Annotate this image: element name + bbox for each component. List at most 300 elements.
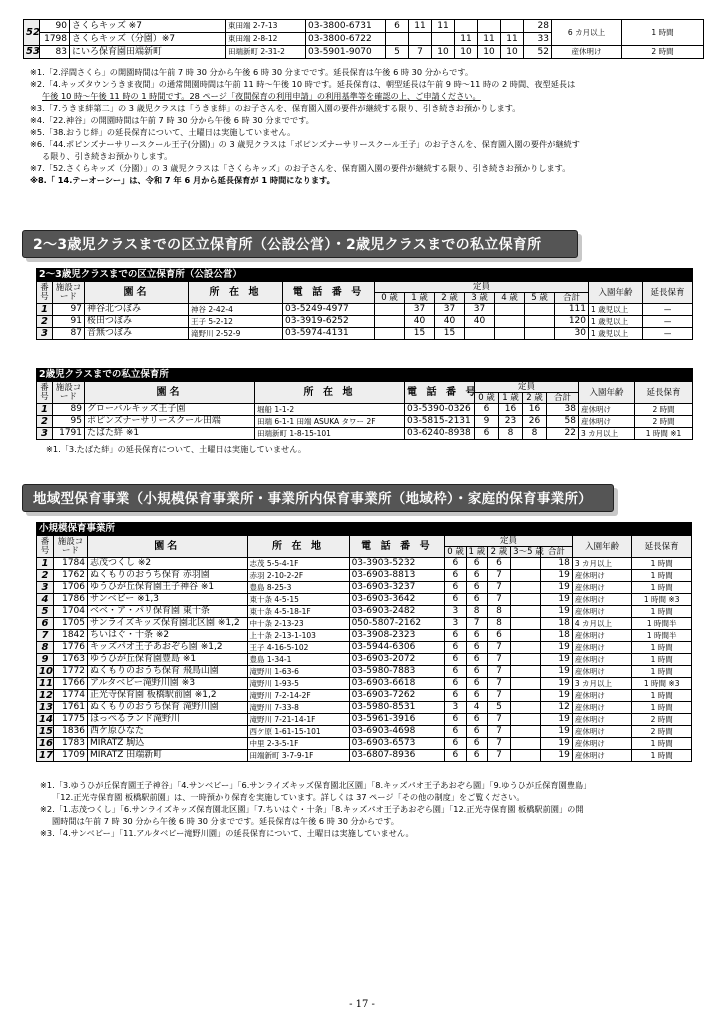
table-row [24, 46, 704, 59]
capacity-total: 19 [540, 594, 572, 606]
facility-address: 西ケ原 1-61-15-101 [247, 726, 349, 738]
facility-name: MIRATZ 田端新町 [88, 750, 247, 762]
note-line: ※6.「44.ポピンズナーサリースクール王子(分園)」の 3 歳児クラスは「ポピンズナーサリースクール王子」のお子さんを、保育園入園の要件が継続す [30, 139, 580, 149]
note-line: ※3.「4.サンベビー」「11.アルタベビー滝野川園」の延長保育について、土曜日は実施していません。 [40, 828, 414, 838]
facility-phone: 050-5807-2162 [349, 618, 445, 630]
facility-code: 1709 [54, 750, 88, 762]
facility-phone: 03-5974-4131 [283, 328, 375, 340]
capacity-c1: 6 [466, 594, 487, 606]
note-line: ※1.「3.たばた絆」の延長保育について、土曜日は実施していません。 [46, 444, 307, 454]
facility-name: たばた絆 ※1 [85, 428, 255, 440]
note-line: ※4.「22.神谷」の開園時間は午前 7 時 30 分から午後 6 時 30 分までです。 [30, 115, 314, 125]
header-phone: 電 話 番 号 [349, 536, 445, 558]
entry-age: 産休明け [579, 416, 635, 428]
facility-address: 田端新町 1-8-15-101 [255, 428, 405, 440]
table-row [37, 654, 692, 666]
capacity-c2: 7 [487, 582, 510, 594]
capacity-c1: 40 [405, 316, 435, 328]
capacity-3: 10 [455, 46, 478, 59]
facility-phone: 03-6903-2482 [349, 606, 445, 618]
capacity-c2: 5 [487, 702, 510, 714]
table-row [37, 328, 693, 340]
capacity-c0: 3 [445, 702, 466, 714]
row-number: 3 [37, 428, 53, 440]
row-number: 2 [37, 570, 54, 582]
capacity-total: 19 [540, 750, 572, 762]
capacity-total: 19 [540, 726, 572, 738]
capacity-total: 19 [540, 606, 572, 618]
facility-name: 桜田つぼみ [85, 316, 189, 328]
facility-address: 東田端 2-7-13 [226, 20, 306, 33]
capacity-c1: 16 [499, 404, 523, 416]
extended-care: 1 時間 ※1 [635, 428, 693, 440]
capacity-1: 11 [409, 20, 432, 33]
facility-address: 滝野川 1-63-6 [247, 666, 349, 678]
capacity-c1: 6 [466, 654, 487, 666]
capacity-c0: 6 [445, 558, 466, 570]
facility-address: 田端 6-1-1 田端 ASUKA タワー 2F [255, 416, 405, 428]
capacity-c2: 7 [487, 570, 510, 582]
table-row [37, 606, 692, 618]
capacity-c0: 6 [445, 678, 466, 690]
facility-address: 中里 2-3-5-1F [247, 738, 349, 750]
table-row [37, 558, 692, 570]
row-number: 10 [37, 666, 54, 678]
capacity-c0: 6 [445, 750, 466, 762]
capacity-0: 5 [386, 46, 409, 59]
capacity-total: 12 [540, 702, 572, 714]
entry-age: 6 カ月以上 [552, 20, 622, 46]
facility-code: 91 [53, 316, 85, 328]
capacity-0 [386, 33, 409, 46]
facility-address: 滝野川 7-33-8 [247, 702, 349, 714]
facility-code: 95 [53, 416, 85, 428]
header-age-0: 0 歳 [475, 393, 499, 404]
row-number: 14 [37, 714, 54, 726]
facility-phone: 03-6903-7262 [349, 690, 445, 702]
facility-name: さくらキッズ ※7 [70, 20, 226, 33]
facility-phone: 03-3800-6731 [306, 20, 386, 33]
capacity-c1: 6 [466, 678, 487, 690]
facility-phone: 03-6903-2072 [349, 654, 445, 666]
capacity-c1: 6 [466, 630, 487, 642]
header-number: 番号 [37, 536, 54, 558]
extended-care: — [643, 316, 693, 328]
extended-care: 1 時間 [622, 20, 704, 46]
header-number: 番号 [37, 282, 53, 304]
capacity-total: 19 [540, 582, 572, 594]
facility-name: ゆうひが丘保育園王子神谷 ※1 [88, 582, 247, 594]
capacity-c3 [511, 714, 541, 726]
entry-age: 産休明け [572, 582, 632, 594]
facility-name: 音無つぼみ [85, 328, 189, 340]
table-row [37, 726, 692, 738]
entry-age: 産休明け [572, 642, 632, 654]
facility-address: 田端新町 3-7-9-1F [247, 750, 349, 762]
capacity-c0: 6 [445, 690, 466, 702]
header-age-1: 1 歳 [405, 293, 435, 304]
facility-address: 王子 5-2-12 [189, 316, 283, 328]
table-row [37, 690, 692, 702]
facility-name: キッズパオ王子あおぞら園 ※1,2 [88, 642, 247, 654]
capacity-c3 [511, 594, 541, 606]
capacity-c3 [511, 738, 541, 750]
facility-address: 滝野川 7-21-14-1F [247, 714, 349, 726]
facility-phone: 03-3903-5232 [349, 558, 445, 570]
capacity-c2: 7 [487, 678, 510, 690]
section-banner-community-care: 地域型保育事業（小規模保育事業所・事業所内保育事業所（地域枠）・家庭的保育事業所） [22, 484, 614, 512]
capacity-4: 10 [478, 46, 501, 59]
capacity-2 [432, 33, 455, 46]
capacity-c2: 7 [487, 726, 510, 738]
capacity-1: 7 [409, 46, 432, 59]
note-line: ※2.「1.志茂つくし」「6.サンライズキッズ保育園北区園」「7.ちいはぐ・十条」「8.キッズパオ王子あおぞら園」「12.正光寺保育園 板橋駅前園」の開 [40, 804, 584, 814]
capacity-total: 58 [547, 416, 579, 428]
capacity-c3 [511, 606, 541, 618]
facility-code: 97 [53, 304, 85, 316]
facility-name: ゆうひが丘保育園豊島 ※1 [88, 654, 247, 666]
facility-code: 1798 [40, 33, 70, 46]
facility-code: 1706 [54, 582, 88, 594]
capacity-c3 [511, 558, 541, 570]
facility-address: 東十条 4-5-15 [247, 594, 349, 606]
row-number: 1 [37, 558, 54, 570]
capacity-c1: 7 [466, 618, 487, 630]
capacity-c5 [525, 304, 555, 316]
capacity-c1: 23 [499, 416, 523, 428]
table-row [37, 666, 692, 678]
capacity-c0: 6 [445, 654, 466, 666]
table-row [37, 714, 692, 726]
header-age-5: 5 歳 [525, 293, 555, 304]
table-row [37, 678, 692, 690]
capacity-total: 19 [540, 690, 572, 702]
capacity-c2: 6 [487, 558, 510, 570]
extended-care: 2 時間 [632, 714, 692, 726]
header-age-4: 4 歳 [495, 293, 525, 304]
capacity-c0: 6 [445, 594, 466, 606]
capacity-c0: 6 [445, 714, 466, 726]
header-phone: 電 話 番 号 [405, 382, 475, 404]
entry-age: 4 カ月以上 [572, 618, 632, 630]
capacity-c3 [511, 702, 541, 714]
facility-code: 1774 [54, 690, 88, 702]
note-line: ※8.「 14.テーオーシー」は、令和 7 年 6 月から延長保育が 1 時間になります。 [30, 175, 335, 185]
capacity-c0: 6 [445, 582, 466, 594]
capacity-c1: 8 [466, 606, 487, 618]
entry-age: 産休明け [572, 738, 632, 750]
capacity-c1: 6 [466, 726, 487, 738]
table-private-nurseries [36, 368, 693, 440]
header-number: 番号 [37, 382, 53, 404]
extended-care: 1 時間 [632, 654, 692, 666]
capacity-c0: 3 [445, 618, 466, 630]
entry-age: 3 カ月以上 [572, 678, 632, 690]
facility-code: 89 [53, 404, 85, 416]
header-capacity: 定員 [475, 382, 579, 393]
facility-phone: 03-5815-2131 [405, 416, 475, 428]
facility-name: サンベビー ※1,3 [88, 594, 247, 606]
entry-age: 産休明け [572, 726, 632, 738]
facility-code: 1775 [54, 714, 88, 726]
facility-code: 1766 [54, 678, 88, 690]
capacity-c2: 7 [487, 690, 510, 702]
facility-phone: 03-6903-8813 [349, 570, 445, 582]
extended-care: 1 時間 [632, 642, 692, 654]
row-number: 11 [37, 678, 54, 690]
entry-age: 産休明け [572, 750, 632, 762]
facility-code: 1836 [54, 726, 88, 738]
facility-address: 上十条 2-13-1-103 [247, 630, 349, 642]
capacity-c2: 7 [487, 642, 510, 654]
header-age-2: 2 歳 [487, 547, 510, 558]
facility-name: にいろ保育園田端新町 [70, 46, 226, 59]
header-code: 施設コード [54, 536, 88, 558]
header-entry-age: 入園年齢 [579, 382, 635, 404]
capacity-c1: 6 [466, 582, 487, 594]
entry-age: 産休明け [572, 690, 632, 702]
extended-care: 1 時間半 [632, 630, 692, 642]
capacity-c4 [495, 304, 525, 316]
capacity-c3 [511, 690, 541, 702]
entry-age: 産休明け [572, 594, 632, 606]
header-name: 園名 [88, 536, 247, 558]
facility-name: 志茂つくし ※2 [88, 558, 247, 570]
table-row [37, 428, 693, 440]
table-row [37, 702, 692, 714]
facility-address: 堀船 1-1-2 [255, 404, 405, 416]
extended-care: 1 時間 ※3 [632, 678, 692, 690]
header-age-0: 0 歳 [445, 547, 466, 558]
extended-care: — [643, 304, 693, 316]
header-phone: 電 話 番 号 [283, 282, 375, 304]
table-caption: 2歳児クラスまでの私立保育所 [37, 369, 693, 382]
header-extended-care: 延長保育 [632, 536, 692, 558]
capacity-total: 19 [540, 642, 572, 654]
table-row [37, 750, 692, 762]
capacity-total: 18 [540, 618, 572, 630]
facility-phone: 03-5901-9070 [306, 46, 386, 59]
capacity-total: 19 [540, 738, 572, 750]
capacity-total: 52 [524, 46, 552, 59]
facility-phone: 03-6903-4698 [349, 726, 445, 738]
extended-care: 1 時間 [632, 606, 692, 618]
facility-address: 神谷 2-42-4 [189, 304, 283, 316]
capacity-c3 [511, 582, 541, 594]
header-name: 園名 [85, 282, 189, 304]
header-age-1: 1 歳 [466, 547, 487, 558]
row-number: 8 [37, 642, 54, 654]
row-number: 2 [37, 416, 53, 428]
capacity-c0: 6 [445, 630, 466, 642]
note-line: ※3.「7.うきま絆第二」の 3 歳児クラスは「うきま絆」のお子さんを、保育園入園の要件が継続する限り、引き続きお預かりします。 [30, 103, 521, 113]
facility-phone: 03-5390-0326 [405, 404, 475, 416]
header-total: 合計 [555, 293, 589, 304]
entry-age: 1 歳児以上 [589, 316, 643, 328]
table-row [37, 618, 692, 630]
row-number: 3 [37, 328, 53, 340]
facility-code: 1704 [54, 606, 88, 618]
facility-address: 豊島 1-34-1 [247, 654, 349, 666]
section-banner-ward-and-private: 2～3歳児クラスまでの区立保育所（公設公営）・2歳児クラスまでの私立保育所 [22, 230, 578, 258]
facility-name: サンライズキッズ保育園北区園 ※1,2 [88, 618, 247, 630]
capacity-total: 111 [555, 304, 589, 316]
facility-phone: 03-6903-3237 [349, 582, 445, 594]
note-line: ※7.「52.さくらキッズ（分園）」の 3 歳児クラスは「さくらキッズ」のお子さんを、保育園入園の要件が継続する限り、引き続きお預かりします。 [30, 163, 571, 173]
facility-phone: 03-5249-4977 [283, 304, 375, 316]
facility-code: 1786 [54, 594, 88, 606]
facility-phone: 03-3908-2323 [349, 630, 445, 642]
facility-name: グローバルキッズ王子園 [85, 404, 255, 416]
facility-address: 赤羽 2-10-2-2F [247, 570, 349, 582]
capacity-c3 [511, 642, 541, 654]
capacity-c0: 6 [475, 404, 499, 416]
capacity-1 [409, 33, 432, 46]
capacity-c4 [495, 316, 525, 328]
header-total: 合計 [547, 393, 579, 404]
capacity-total: 30 [555, 328, 589, 340]
capacity-c2: 7 [487, 738, 510, 750]
page-number: - 17 - [349, 999, 375, 1010]
facility-name: ほっぺるランド滝野川 [88, 714, 247, 726]
capacity-total: 120 [555, 316, 589, 328]
extended-care: 1 時間 [632, 702, 692, 714]
facility-phone: 03-5980-8531 [349, 702, 445, 714]
facility-phone: 03-5980-7883 [349, 666, 445, 678]
facility-code: 1842 [54, 630, 88, 642]
extended-care: 1 時間 [632, 582, 692, 594]
entry-age: 産休明け [552, 46, 622, 59]
capacity-c1: 6 [466, 666, 487, 678]
header-address: 所 在 地 [247, 536, 349, 558]
facility-code: 1762 [54, 570, 88, 582]
row-number: 7 [37, 630, 54, 642]
entry-age: 産休明け [572, 654, 632, 666]
capacity-c2: 7 [487, 714, 510, 726]
facility-code: 1761 [54, 702, 88, 714]
facility-phone: 03-6240-8938 [405, 428, 475, 440]
header-age-3: 3 歳 [465, 293, 495, 304]
facility-address: 滝野川 7-2-14-2F [247, 690, 349, 702]
facility-name: 神谷北つぼみ [85, 304, 189, 316]
capacity-total: 22 [547, 428, 579, 440]
row-number: 6 [37, 618, 54, 630]
capacity-c2: 6 [487, 630, 510, 642]
capacity-total: 33 [524, 33, 552, 46]
entry-age: 3 カ月以上 [572, 558, 632, 570]
facility-phone: 03-5944-6306 [349, 642, 445, 654]
facility-code: 1783 [54, 738, 88, 750]
table-row [24, 20, 704, 33]
capacity-c1: 6 [466, 690, 487, 702]
facility-name: さくらキッズ（分園）※7 [70, 33, 226, 46]
extended-care: 1 時間 ※3 [632, 594, 692, 606]
capacity-2: 11 [432, 20, 455, 33]
facility-address: 東田端 2-8-12 [226, 33, 306, 46]
facility-name: ちいはぐ・十条 ※2 [88, 630, 247, 642]
facility-name: 正光寺保育園 板橋駅前園 ※1,2 [88, 690, 247, 702]
entry-age: 産休明け [572, 570, 632, 582]
entry-age: 1 歳児以上 [589, 304, 643, 316]
table-row [37, 404, 693, 416]
table-row [37, 594, 692, 606]
row-number: 13 [37, 702, 54, 714]
row-number: 3 [37, 582, 54, 594]
header-extended-care: 延長保育 [643, 282, 693, 304]
row-number: 17 [37, 750, 54, 762]
extended-care: 1 時間 [632, 570, 692, 582]
table-row [37, 642, 692, 654]
header-code: 施設コード [53, 382, 85, 404]
capacity-c2: 37 [435, 304, 465, 316]
entry-age: 1 歳児以上 [589, 328, 643, 340]
capacity-c3: 37 [465, 304, 495, 316]
table-row [37, 570, 692, 582]
extended-care: 2 時間 [635, 416, 693, 428]
capacity-total: 19 [540, 714, 572, 726]
capacity-total: 19 [540, 570, 572, 582]
header-total: 合計 [540, 547, 572, 558]
capacity-c3 [511, 666, 541, 678]
capacity-c3 [511, 618, 541, 630]
entry-age: 3 カ月以上 [579, 428, 635, 440]
capacity-c2: 7 [487, 666, 510, 678]
capacity-c5 [525, 316, 555, 328]
note-line: 午後 10 時〜午後 11 時の 1 時間です。28 ページ「夜間保育の利用申請」の利用基準等を確認の上、ご申請ください。 [42, 91, 481, 101]
extended-care: 1 時間 [632, 666, 692, 678]
header-age-2: 2 歳 [435, 293, 465, 304]
entry-age: 産休明け [572, 702, 632, 714]
capacity-c0 [375, 304, 405, 316]
row-number: 9 [37, 654, 54, 666]
capacity-c2: 8 [523, 428, 547, 440]
facility-address: 東十条 4-5-18-1F [247, 606, 349, 618]
extended-care: 1 時間半 [632, 618, 692, 630]
row-number: 4 [37, 594, 54, 606]
entry-age: 産休明け [572, 714, 632, 726]
facility-address: 豊島 8-25-3 [247, 582, 349, 594]
note-line: る限り、引き続きお預かりします。 [42, 151, 173, 161]
row-number: 2 [37, 316, 53, 328]
capacity-c0: 6 [445, 666, 466, 678]
capacity-c0: 6 [445, 642, 466, 654]
facility-phone: 03-6903-3642 [349, 594, 445, 606]
facility-code: 90 [40, 20, 70, 33]
capacity-c2: 7 [487, 654, 510, 666]
capacity-c3 [511, 654, 541, 666]
capacity-total: 18 [540, 558, 572, 570]
top-continuation-table [23, 19, 704, 59]
header-age-3-5: 3～5 歳 [511, 547, 541, 558]
capacity-c0: 3 [445, 606, 466, 618]
facility-name: ポピンズナーサリースクール田端 [85, 416, 255, 428]
capacity-total: 19 [540, 666, 572, 678]
facility-code: 1705 [54, 618, 88, 630]
header-age-2: 2 歳 [523, 393, 547, 404]
capacity-c1: 6 [466, 714, 487, 726]
capacity-c0 [375, 328, 405, 340]
capacity-3: 11 [455, 33, 478, 46]
row-number: 16 [37, 738, 54, 750]
capacity-total: 19 [540, 654, 572, 666]
capacity-c0: 9 [475, 416, 499, 428]
capacity-c2: 15 [435, 328, 465, 340]
note-line: ※1.「3.ゆうひが丘保育園王子神谷」「4.サンベビー」「6.サンライズキッズ保育園北区園」「8.キッズパオ王子あおぞら園」「9.ゆうひが丘保育園豊島」 [40, 780, 592, 790]
table-row [37, 630, 692, 642]
capacity-c3 [511, 726, 541, 738]
capacity-4: 11 [478, 33, 501, 46]
capacity-c1: 6 [466, 558, 487, 570]
